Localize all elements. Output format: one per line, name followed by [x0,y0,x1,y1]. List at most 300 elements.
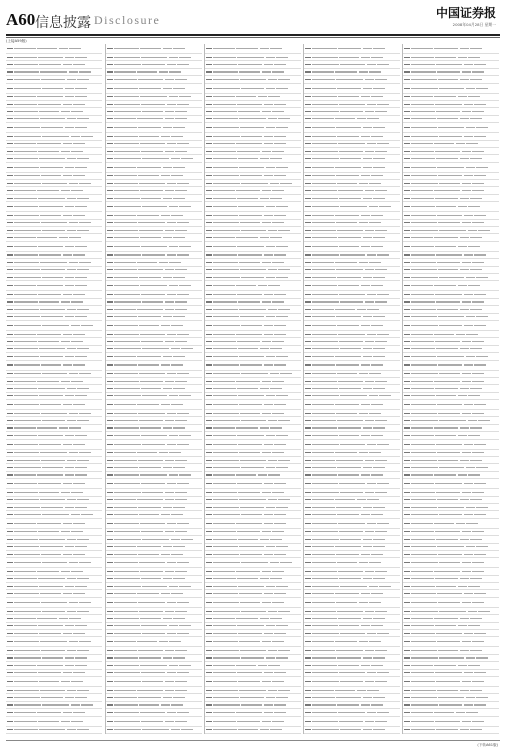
table-row [106,234,202,241]
table-cell [404,690,410,691]
table-cell [206,474,212,475]
table-row [403,338,499,345]
table-cell [337,514,359,515]
table-cell [173,198,185,199]
table-cell [206,665,212,666]
table-row [304,267,400,274]
table-row [6,393,102,400]
table-cell [141,246,167,247]
table-cell [312,712,337,713]
table-cell [458,474,467,475]
table-cell [474,364,486,365]
table-cell [268,309,277,310]
table-cell [63,404,72,405]
table-cell [114,309,136,310]
table-cell [67,578,76,579]
table-cell [359,413,368,414]
table-cell [305,71,311,72]
table-cell [373,167,385,168]
table-row [403,61,499,68]
table-cell [213,721,236,722]
table-cell [404,712,410,713]
table-cell [37,285,63,286]
table-cell [365,681,374,682]
table-cell [266,697,275,698]
table-row [106,69,202,76]
table-row [106,717,202,727]
table-cell [107,665,113,666]
table-cell [107,562,113,563]
table-cell [436,111,460,112]
table-row [304,291,400,298]
table-cell [312,388,338,389]
table-cell [63,633,72,634]
table-cell [107,237,113,238]
table-cell [404,531,410,532]
table-cell [470,118,482,119]
table-cell [107,167,113,168]
table-cell [272,602,284,603]
table-row [106,440,202,450]
table-cell [206,672,212,673]
table-cell [468,474,480,475]
table-cell [411,562,438,563]
table-cell [340,633,365,634]
table-row [304,400,400,410]
table-cell [114,690,136,691]
table-row [205,44,301,54]
table-cell [79,262,91,263]
table-cell [138,697,161,698]
table-cell [61,190,70,191]
table-row [304,202,400,212]
table-row [304,173,400,180]
table-cell [305,420,311,421]
table-cell [371,435,383,436]
table-cell [404,657,410,658]
table-cell [69,562,78,563]
table-cell [462,602,471,603]
table-cell [241,657,264,658]
table-cell [466,712,478,713]
table-cell [404,483,410,484]
table-cell [175,611,187,612]
table-cell [114,586,141,587]
table-cell [462,531,471,532]
table-cell [312,183,336,184]
table-cell [69,71,78,72]
table-cell [312,571,337,572]
table-cell [373,348,385,349]
table-cell [173,546,185,547]
table-cell [361,364,370,365]
table-cell [339,483,365,484]
table-row [106,598,202,608]
table-cell [340,254,365,255]
table-cell [14,420,41,421]
table-cell [171,364,183,365]
table-row [304,331,400,338]
table-cell [375,111,387,112]
table-cell [107,57,113,58]
table-cell [238,633,262,634]
table-cell [305,301,311,302]
table-cell [312,198,338,199]
table-row [403,709,499,716]
table-cell [165,492,174,493]
table-cell [213,104,236,105]
table-cell [14,404,39,405]
table-row [403,479,499,489]
table-cell [361,704,370,705]
table-cell [71,514,80,515]
table-cell [456,143,465,144]
table-cell [369,641,381,642]
table-cell [338,665,359,666]
table-cell [404,492,410,493]
table-cell [411,96,433,97]
table-cell [107,277,113,278]
table-cell [141,104,165,105]
table-cell [411,672,434,673]
table-cell [305,316,311,317]
table-cell [69,48,81,49]
table-cell [213,697,239,698]
table-cell [435,57,456,58]
table-cell [175,381,187,382]
table-cell [75,395,87,396]
table-cell [268,269,277,270]
table-cell [107,507,113,508]
table-cell [79,562,91,563]
table-cell [312,492,339,493]
table-cell [472,301,484,302]
table-cell [337,657,361,658]
table-cell [278,460,290,461]
table-cell [264,633,273,634]
table-cell [462,381,471,382]
table-row [205,576,301,583]
table-cell [138,364,159,365]
table-cell [456,523,465,524]
table-cell [260,618,269,619]
table-cell [239,641,260,642]
table-row [205,234,301,241]
table-row [304,353,400,360]
table-cell [278,650,290,651]
table-cell [336,316,361,317]
table-cell [278,230,290,231]
table-row [205,417,301,424]
table-cell [77,539,89,540]
table-cell [163,356,172,357]
table-cell [365,611,374,612]
table-cell [38,341,59,342]
table-cell [305,309,311,310]
table-cell [305,427,311,428]
table-cell [14,388,37,389]
table-cell [373,48,385,49]
table-cell [411,650,437,651]
table-cell [404,246,410,247]
table-cell [38,198,65,199]
table-cell [107,633,113,634]
table-cell [175,269,187,270]
table-cell [114,118,136,119]
table-cell [173,388,185,389]
table-cell [175,531,187,532]
table-cell [470,198,482,199]
table-cell [107,460,113,461]
table-cell [274,294,286,295]
table-cell [77,230,89,231]
table-row [6,227,102,234]
table-cell [213,183,240,184]
table-cell [404,118,410,119]
table-cell [340,681,363,682]
table-row [304,234,400,241]
table-row [304,687,400,694]
table-cell [274,64,286,65]
table-cell [114,183,138,184]
table-cell [213,373,240,374]
table-cell [312,460,335,461]
table-row [106,331,202,338]
table-cell [139,325,159,326]
table-cell [206,183,212,184]
table-cell [213,420,240,421]
table-cell [338,571,363,572]
table-cell [206,633,212,634]
table-cell [138,316,161,317]
table-cell [339,198,361,199]
table-row [403,400,499,410]
table-cell [206,206,212,207]
table-cell [41,650,65,651]
table-row [6,536,102,543]
table-cell [238,348,258,349]
table-cell [14,499,39,500]
table-cell [14,246,37,247]
table-cell [404,215,410,216]
table-cell [7,593,13,594]
table-cell [213,499,238,500]
table-row [205,536,301,543]
table-cell [373,158,385,159]
table-cell [337,420,363,421]
table-cell [213,404,238,405]
table-row [6,623,102,630]
table-cell [179,586,191,587]
table-cell [38,721,59,722]
table-row [304,504,400,511]
table-cell [206,546,212,547]
table-cell [161,593,170,594]
table-cell [138,507,161,508]
table-cell [114,215,136,216]
table-cell [278,611,290,612]
table-row [106,371,202,378]
table-cell [276,246,288,247]
table-row [403,489,499,496]
table-cell [274,633,286,634]
table-cell [107,712,113,713]
table-cell [458,665,467,666]
table-cell [75,546,87,547]
table-cell [237,578,258,579]
table-cell [466,507,475,508]
table-cell [38,531,59,532]
table-cell [274,593,286,594]
table-cell [373,316,385,317]
table-cell [305,625,311,626]
table-cell [435,483,462,484]
table-cell [404,64,410,65]
table-cell [404,230,410,231]
table-cell [7,721,13,722]
table-cell [206,294,212,295]
table-cell [141,57,167,58]
table-cell [476,167,488,168]
table-cell [305,136,311,137]
table-cell [73,64,85,65]
table-cell [77,388,89,389]
table-row [6,84,102,94]
table-cell [260,729,269,730]
table-row [304,94,400,101]
table-cell [206,341,212,342]
table-row [205,670,301,677]
table-cell [14,539,38,540]
table-cell [411,341,434,342]
table-cell [7,729,13,730]
table-cell [169,625,178,626]
table-cell [236,334,262,335]
table-cell [206,523,212,524]
table-cell [305,104,311,105]
table-row [6,371,102,378]
table-row [205,519,301,529]
table-cell [37,427,57,428]
table-cell [439,136,462,137]
table-cell [173,467,185,468]
table-cell [365,269,374,270]
table-row [205,385,301,392]
table-cell [39,492,59,493]
table-cell [363,507,372,508]
table-cell [238,254,262,255]
table-cell [14,269,40,270]
table-cell [206,578,212,579]
table-cell [338,237,361,238]
table-row [106,410,202,417]
table-cell [435,246,456,247]
table-row [403,267,499,274]
table-cell [276,697,288,698]
table-cell [42,373,67,374]
table-cell [159,262,168,263]
table-cell [107,143,113,144]
table-cell [206,364,212,365]
table-cell [363,657,372,658]
table-cell [262,111,271,112]
table-cell [241,420,266,421]
table-cell [464,364,473,365]
table-cell [240,697,264,698]
table-cell [206,104,212,105]
table-cell [41,79,65,80]
table-row [304,677,400,687]
table-cell [75,246,87,247]
table-cell [305,325,311,326]
table-cell [367,309,379,310]
table-row [106,84,202,94]
table-row [106,694,202,701]
table-row [106,590,202,597]
table-cell [107,64,113,65]
table-cell [375,460,387,461]
table-cell [38,578,65,579]
table-cell [177,254,189,255]
table-cell [276,127,288,128]
table-cell [305,641,311,642]
table-cell [14,158,38,159]
table-row [403,583,499,590]
table-cell [239,690,266,691]
table-row [403,662,499,669]
table-row [106,583,202,590]
table-cell [468,665,480,666]
table-cell [276,167,288,168]
table-row [106,457,202,464]
table-row [403,69,499,76]
table-cell [14,222,40,223]
table-row [6,163,102,173]
table-cell [7,539,13,540]
table-cell [175,301,187,302]
table-row [6,314,102,321]
table-cell [474,593,486,594]
table-cell [81,136,93,137]
table-row [403,637,499,647]
table-cell [114,222,137,223]
section-title-en: Disclosure [94,13,161,27]
table-cell [305,539,311,540]
table-cell [7,492,13,493]
table-cell [361,593,370,594]
table-cell [167,183,176,184]
table-cell [14,183,41,184]
table-cell [305,183,311,184]
table-cell [264,554,273,555]
table-cell [63,334,72,335]
table-cell [435,388,458,389]
table-cell [107,309,113,310]
table-cell [404,721,410,722]
table-cell [213,356,238,357]
table-cell [7,460,13,461]
table-cell [141,578,161,579]
table-cell [206,681,212,682]
table-cell [305,474,311,475]
table-cell [466,277,475,278]
table-cell [240,507,264,508]
table-cell [474,325,486,326]
table-cell [340,539,361,540]
table-cell [411,316,437,317]
table-row [304,479,400,489]
table-cell [67,690,76,691]
